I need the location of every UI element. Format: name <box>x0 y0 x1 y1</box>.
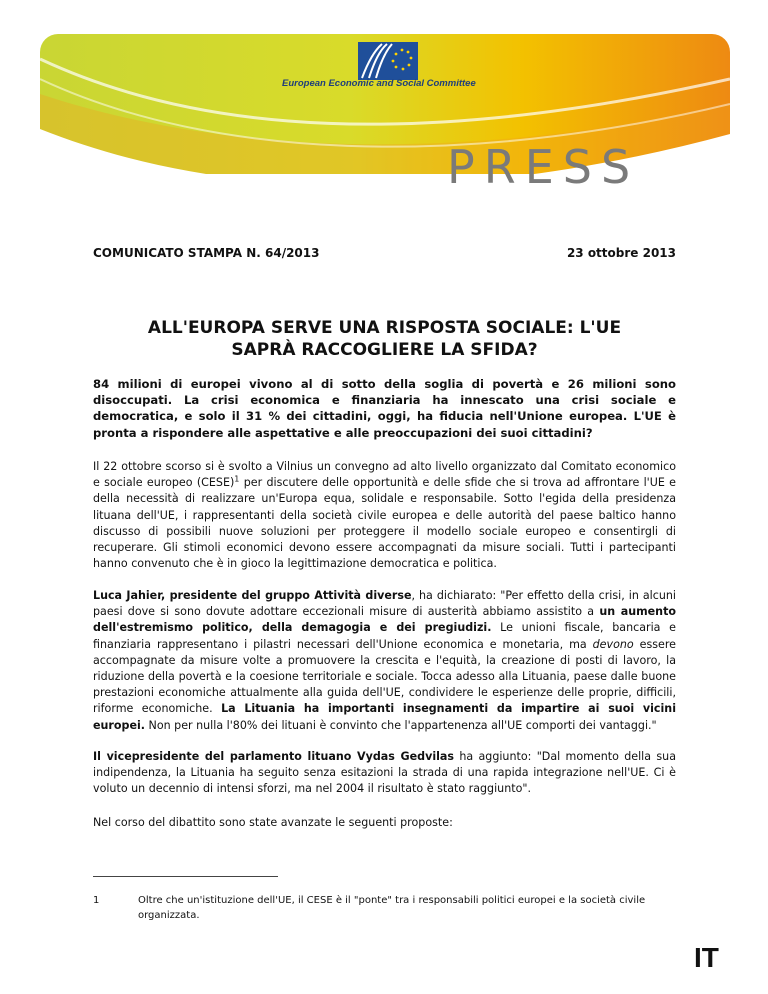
paragraph-2-text-1: , ha dichiarato: "Per effetto della crisi, in alcuni paesi dove si sono dovute adottare eccezionali misure di austerità abbiamo assistito a <box>93 589 676 619</box>
speaker-jahier: Luca Jahier, presidente del gruppo Attività diverse <box>93 589 412 602</box>
banner-graphic <box>40 34 730 224</box>
paragraph-2-text-2: Le unioni fiscale, bancaria e finanziaria rappresentano i pilastri necessari dell'Unione economica e monetaria, ma <box>93 621 676 651</box>
release-number: COMUNICATO STAMPA N. 64/2013 <box>93 246 320 260</box>
lead-paragraph: 84 milioni di europei vivono al di sotto della soglia di povertà e 26 milioni sono disoccupati. La crisi economica e finanziaria ha innescato una crisi sociale e democratica, e solo il 31 % dei cittadini, oggi, ha fiducia nell'Unione europea. L'UE è pronta a rispondere alle aspettative e alle preoccupazioni dei suoi cittadini? <box>93 377 676 440</box>
press-banner <box>40 34 730 224</box>
paragraph-2 <box>93 588 676 734</box>
paragraph-2-bold-1: un aumento dell'estremismo politico, della demagogia e dei pregiudizi. <box>93 605 676 635</box>
organization-name: European Economic and Social Committee <box>282 78 476 89</box>
paragraph-2-italic: devono <box>592 637 634 651</box>
paragraph-3 <box>93 749 676 798</box>
paragraph-1-text-b: per discutere delle opportunità e delle sfide che si trova ad affrontare l'UE e della necessità di realizzare un'Europa equa, solidale e responsabile. Sotto l'egida della presidenza lituana dell'UE, i rappresentanti della società civile europea e delle autorità del paese baltico hanno discusso di possibili nuove soluzioni per proteggere il modello sociale europeo e consentirgli di recuperare. Gli stimoli economici devono essere accompagnati da misure sociali. Tutti i partecipanti hanno convenuto che è in gioco la legittimazione democratica e politica. <box>93 476 676 571</box>
paragraph-2-bold-2: La Lituania ha importanti insegnamenti da impartire ai suoi vicini europei. <box>93 702 676 732</box>
footnote-number: 1 <box>93 895 100 906</box>
paragraph-2-text-4: Non per nulla l'80% dei lituani è convinto che l'appartenenza all'UE comporti dei vantaggi." <box>145 718 657 732</box>
footnote-reference[interactable]: 1 <box>234 474 240 484</box>
footnote-divider <box>93 876 278 877</box>
speaker-gedvilas: Il vicepresidente del parlamento lituano Vydas Gedvilas <box>93 750 455 763</box>
paragraph-4: Nel corso del dibattito sono state avanzate le seguenti proposte: <box>93 816 453 829</box>
paragraph-1 <box>93 459 676 572</box>
release-date: 23 ottobre 2013 <box>566 246 676 260</box>
title-line-1: ALL'EUROPA SERVE UNA RISPOSTA SOCIALE: L'UE <box>147 318 622 338</box>
press-label: PRESS <box>447 140 640 194</box>
paragraph-2-text-3: essere accompagnate da misure volte a promuovere la crescita e l'equità, la creazione di posti di lavoro, la riduzione della povertà e la coesione territoriale e sociale. Tocca adesso alla Lituania, paese dalle buone prestazioni economiche attualmente alla guida dell'UE, condividere le esperienze delle proprie, difficili, riforme economiche. <box>93 637 676 716</box>
paragraph-1-text-a: Il 22 ottobre scorso si è svolto a Vilnius un convegno ad alto livello organizzato dal Comitato economico e sociale europeo (CESE) <box>93 460 676 490</box>
press-release-title <box>93 317 676 361</box>
title-line-2: SAPRÀ RACCOGLIERE LA SFIDA? <box>231 340 538 360</box>
paragraph-3-text: ha aggiunto: "Dal momento della sua indipendenza, la Lituania ha seguito senza esitazioni la strada di una rapida integrazione nell'UE. Ci è voluto un decennio di intensi sforzi, ma nel 2004 il risultato è stato raggiunto". <box>93 750 676 796</box>
language-code: IT <box>694 942 719 973</box>
footnote-text: Oltre che un'istituzione dell'UE, il CESE è il "ponte" tra i responsabili politici europei e la società civile organizzata. <box>138 895 646 921</box>
eesc-logo-icon <box>358 42 418 80</box>
